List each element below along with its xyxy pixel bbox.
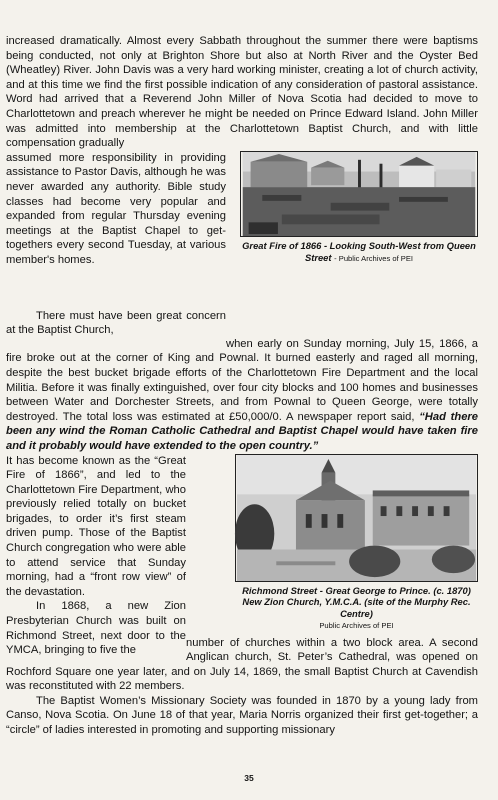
paragraph-five-churches: number of churches within a two block area. A second Anglican church, St. Peter’s Cathedral, was opened on Rochford Square one year later, and on July 14, 1869, the small Baptist Church at Cavendish was reconstituted with 22 members. [6, 636, 478, 693]
paragraph-great-fire-name: It has become known as the “Great Fire of 1866”, and led to the Charlottetown Fire Department, who previously relied totally on bucket brigades, to order it’s first steam driven pump. Those of the Baptist Church congregation who were able to attend service that Sunday morning, had a “front row view” of the devastation. [6, 454, 186, 598]
paragraph-womens-missionary: The Baptist Women’s Missionary Society was founded in 1870 by a young lady from Canso, Nova Scotia. On June 18 of that year, Maria Norris organized their first get-together; a “circle” of ladies interested in promoting and supporting missionary [6, 694, 478, 737]
figure1-caption-text: Great Fire of 1866 - Looking South-West from Queen Street [242, 239, 476, 263]
figure1-source: - Public Archives of PEI [334, 253, 414, 263]
page-number: 35 [244, 773, 254, 784]
figure-great-fire [240, 151, 478, 265]
paragraph-zion-church: In 1868, a new Zion Presbyterian Church was built on Richmond Street, next door to the YMCA, bringing to five the [6, 600, 186, 657]
great-fire-photo [240, 151, 478, 237]
newspaper-quote: “Had there been any wind the Roman Catholic Cathedral and Baptist Chapel would have taken fire and it probably would have extended to the open country.” [6, 410, 478, 452]
figure2-caption-line2: New Zion Church, Y.M.C.A. (site of the Murphy Rec. Centre) [242, 596, 471, 620]
figure2-source: Public Archives of PEI [319, 620, 394, 630]
figure2-caption [235, 585, 478, 632]
paragraph-baptisms: increased dramatically. Almost every Sabbath throughout the summer there were baptisms being conducted, not only at Brighton Shore but also at North River and the Oyster Bed (Wheatley) River. John Davis was a very hard working minister, creating a lot of church activity, and at this time we find the first possible indication of any consideration of pastoral assistance. Word had arrived that a Reverend John Miller of Nova Scotia had decided to move to Charlottetown and preach wherever he might be needed on Prince Edward Island. John Miller was admitted into membership at the Charlottetown Baptist Church, and with little compensation gradually [6, 35, 478, 150]
paragraph-fire [6, 337, 478, 454]
section-concern [6, 309, 478, 337]
richmond-street-photo [235, 454, 478, 582]
section-fire-photo [6, 151, 478, 309]
left-column-text [6, 454, 186, 658]
paragraph-bible-study: assumed more responsibility in providing assistance to Pastor Davis, although he was never awarded any authority. Bible study classes had become very popular and expanded from regular Thursday evening meetings at the Baptist Chapel to get-togethers every second Tuesday, at various member's homes. [6, 151, 226, 266]
figure-richmond-street [235, 454, 478, 632]
fire-account: when early on Sunday morning, July 15, 1866, a fire broke out at the corner of King and Pownal. It burned easterly and raged all morning, despite the best bucket brigade efforts of the Charlottetown Fire Department and the local Militia. Before it was finally extinguished, over four city blocks and 100 homes and businesses between Water and Dorchester Streets, and from Pownal to Queen George, were totally destroyed. The total loss was estimated at £50,000/0. A newspaper report said, [6, 337, 478, 423]
paragraph-concern-start: There must have been great concern at the Baptist Church, [6, 309, 226, 337]
figure1-caption [240, 240, 478, 265]
figure2-caption-line1: Richmond Street - Great George to Prince. (c. 1870) [242, 584, 471, 596]
section-richmond-photo [6, 454, 478, 657]
